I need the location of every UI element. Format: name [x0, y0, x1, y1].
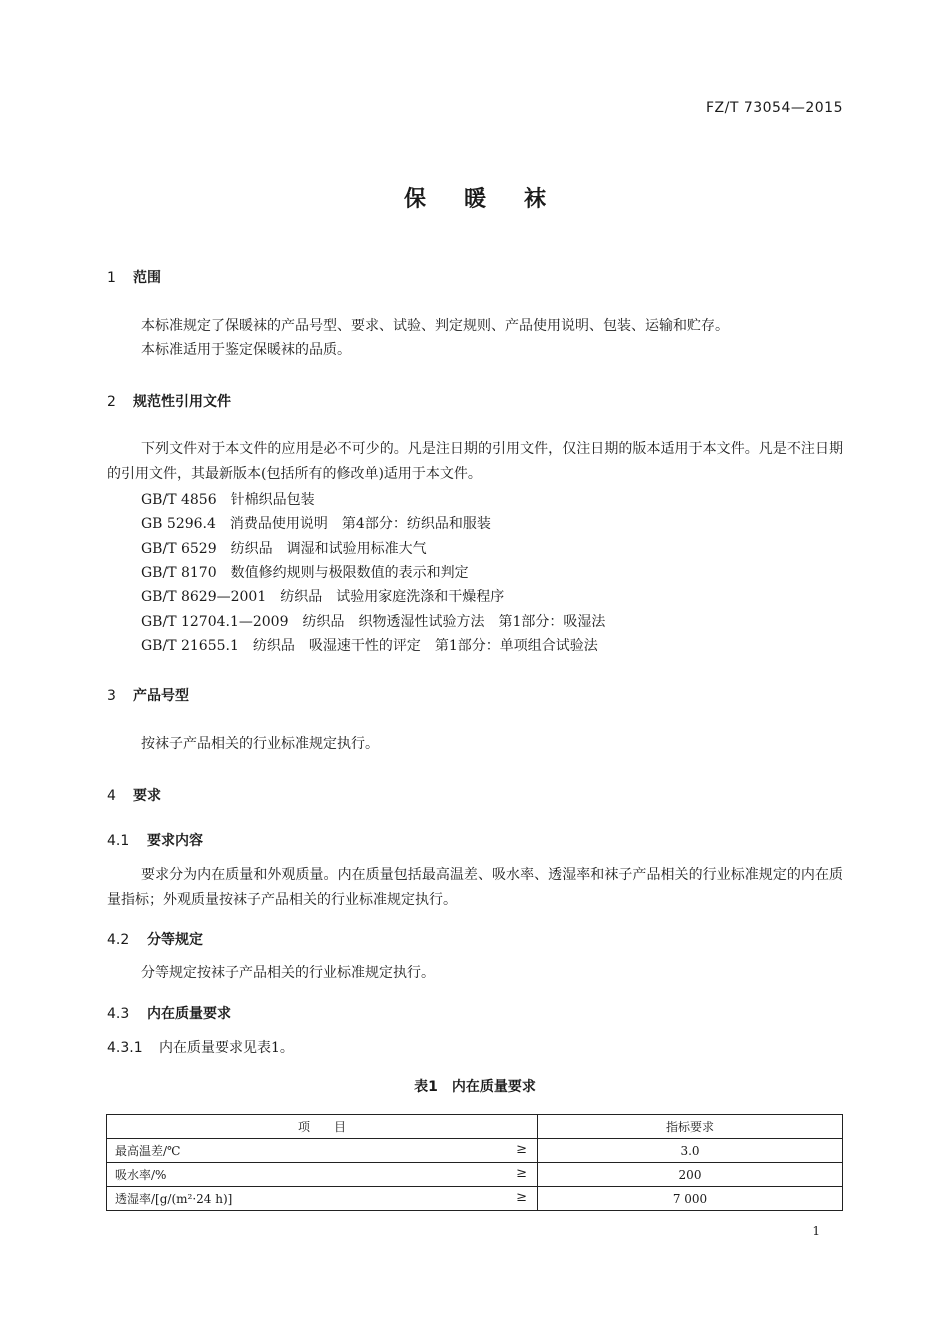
table-row — [107, 1187, 843, 1211]
section-3-paragraph: 按袜子产品相关的行业标准规定执行。 — [141, 736, 379, 752]
item-cell — [107, 1187, 538, 1211]
section-number: 4.2 — [107, 932, 130, 948]
section-1-paragraph-1: 本标准规定了保暖袜的产品号型、要求、试验、判定规则、产品使用说明、包装、运输和贮存。 — [141, 318, 729, 334]
page-number: 1 — [812, 1224, 820, 1238]
section-number: 4.3 — [107, 1006, 130, 1022]
section-title: 范围 — [133, 270, 161, 286]
section-4-2-heading — [107, 929, 203, 949]
table-row — [107, 1139, 843, 1163]
quality-requirements-table — [106, 1114, 843, 1211]
item-label: 透湿率/[g/(m²·24 h)] — [115, 1192, 233, 1206]
section-number: 3 — [107, 688, 116, 704]
section-4-1-paragraph: 要求分为内在质量和外观质量。内在质量包括最高温差、吸水率、透湿率和袜子产品相关的行业标准规定的内在质量指标；外观质量按袜子产品相关的行业标准规定执行。 — [107, 867, 843, 908]
section-number: 4.1 — [107, 833, 130, 849]
column-header-requirement: 指标要求 — [538, 1115, 843, 1139]
reference-item: GB/T 6529 纺织品 调湿和试验用标准大气 — [141, 541, 427, 557]
item-label: 吸水率/% — [115, 1168, 167, 1182]
section-2-intro: 下列文件对于本文件的应用是必不可少的。凡是注日期的引用文件，仅注日期的版本适用于本文件。凡是不注日期的引用文件，其最新版本(包括所有的修改单)适用于本文件。 — [107, 441, 843, 482]
reference-item: GB/T 4856 针棉织品包装 — [141, 492, 315, 508]
section-title: 要求内容 — [147, 833, 203, 849]
section-title: 要求 — [133, 788, 161, 804]
reference-item: GB/T 21655.1 纺织品 吸湿速干性的评定 第1部分：单项组合试验法 — [141, 638, 598, 654]
section-number: 4 — [107, 788, 116, 804]
item-cell — [107, 1163, 538, 1187]
item-label: 最高温差/℃ — [115, 1144, 181, 1158]
table-caption: 表1 内在质量要求 — [414, 1079, 536, 1095]
section-4-2-paragraph: 分等规定按袜子产品相关的行业标准规定执行。 — [141, 965, 435, 981]
operator-symbol: ≥ — [516, 1190, 527, 1205]
section-title: 规范性引用文件 — [133, 394, 231, 410]
section-1-paragraph-2: 本标准适用于鉴定保暖袜的品质。 — [141, 342, 351, 358]
section-4-heading — [107, 785, 161, 805]
table-header-row — [107, 1115, 843, 1139]
section-2-heading — [107, 391, 231, 411]
value-cell: 3.0 — [538, 1139, 843, 1163]
clause-text: 内在质量要求见表1。 — [159, 1040, 294, 1056]
operator-symbol: ≥ — [516, 1166, 527, 1181]
reference-item: GB 5296.4 消费品使用说明 第4部分：纺织品和服装 — [141, 516, 491, 532]
value-cell: 7 000 — [538, 1187, 843, 1211]
section-4-1-heading — [107, 830, 203, 850]
reference-item: GB/T 8629—2001 纺织品 试验用家庭洗涤和干燥程序 — [141, 589, 505, 605]
document-title: 保暖袜 — [403, 187, 584, 212]
value-cell: 200 — [538, 1163, 843, 1187]
clause-number: 4.3.1 — [107, 1040, 143, 1056]
section-title: 内在质量要求 — [147, 1006, 231, 1022]
section-number: 1 — [107, 270, 116, 286]
operator-symbol: ≥ — [516, 1142, 527, 1157]
section-number: 2 — [107, 394, 116, 410]
clause-4-3-1 — [107, 1036, 294, 1061]
table-row — [107, 1163, 843, 1187]
reference-item: GB/T 12704.1—2009 纺织品 织物透湿性试验方法 第1部分：吸湿法 — [141, 614, 606, 630]
column-header-item: 项 目 — [107, 1115, 538, 1139]
item-cell — [107, 1139, 538, 1163]
reference-item: GB/T 8170 数值修约规则与极限数值的表示和判定 — [141, 565, 469, 581]
section-4-3-heading — [107, 1003, 231, 1023]
section-3-heading — [107, 685, 189, 705]
section-title: 分等规定 — [147, 932, 203, 948]
standard-code: FZ/T 73054—2015 — [705, 100, 843, 116]
section-1-heading — [107, 267, 161, 287]
section-title: 产品号型 — [133, 688, 189, 704]
